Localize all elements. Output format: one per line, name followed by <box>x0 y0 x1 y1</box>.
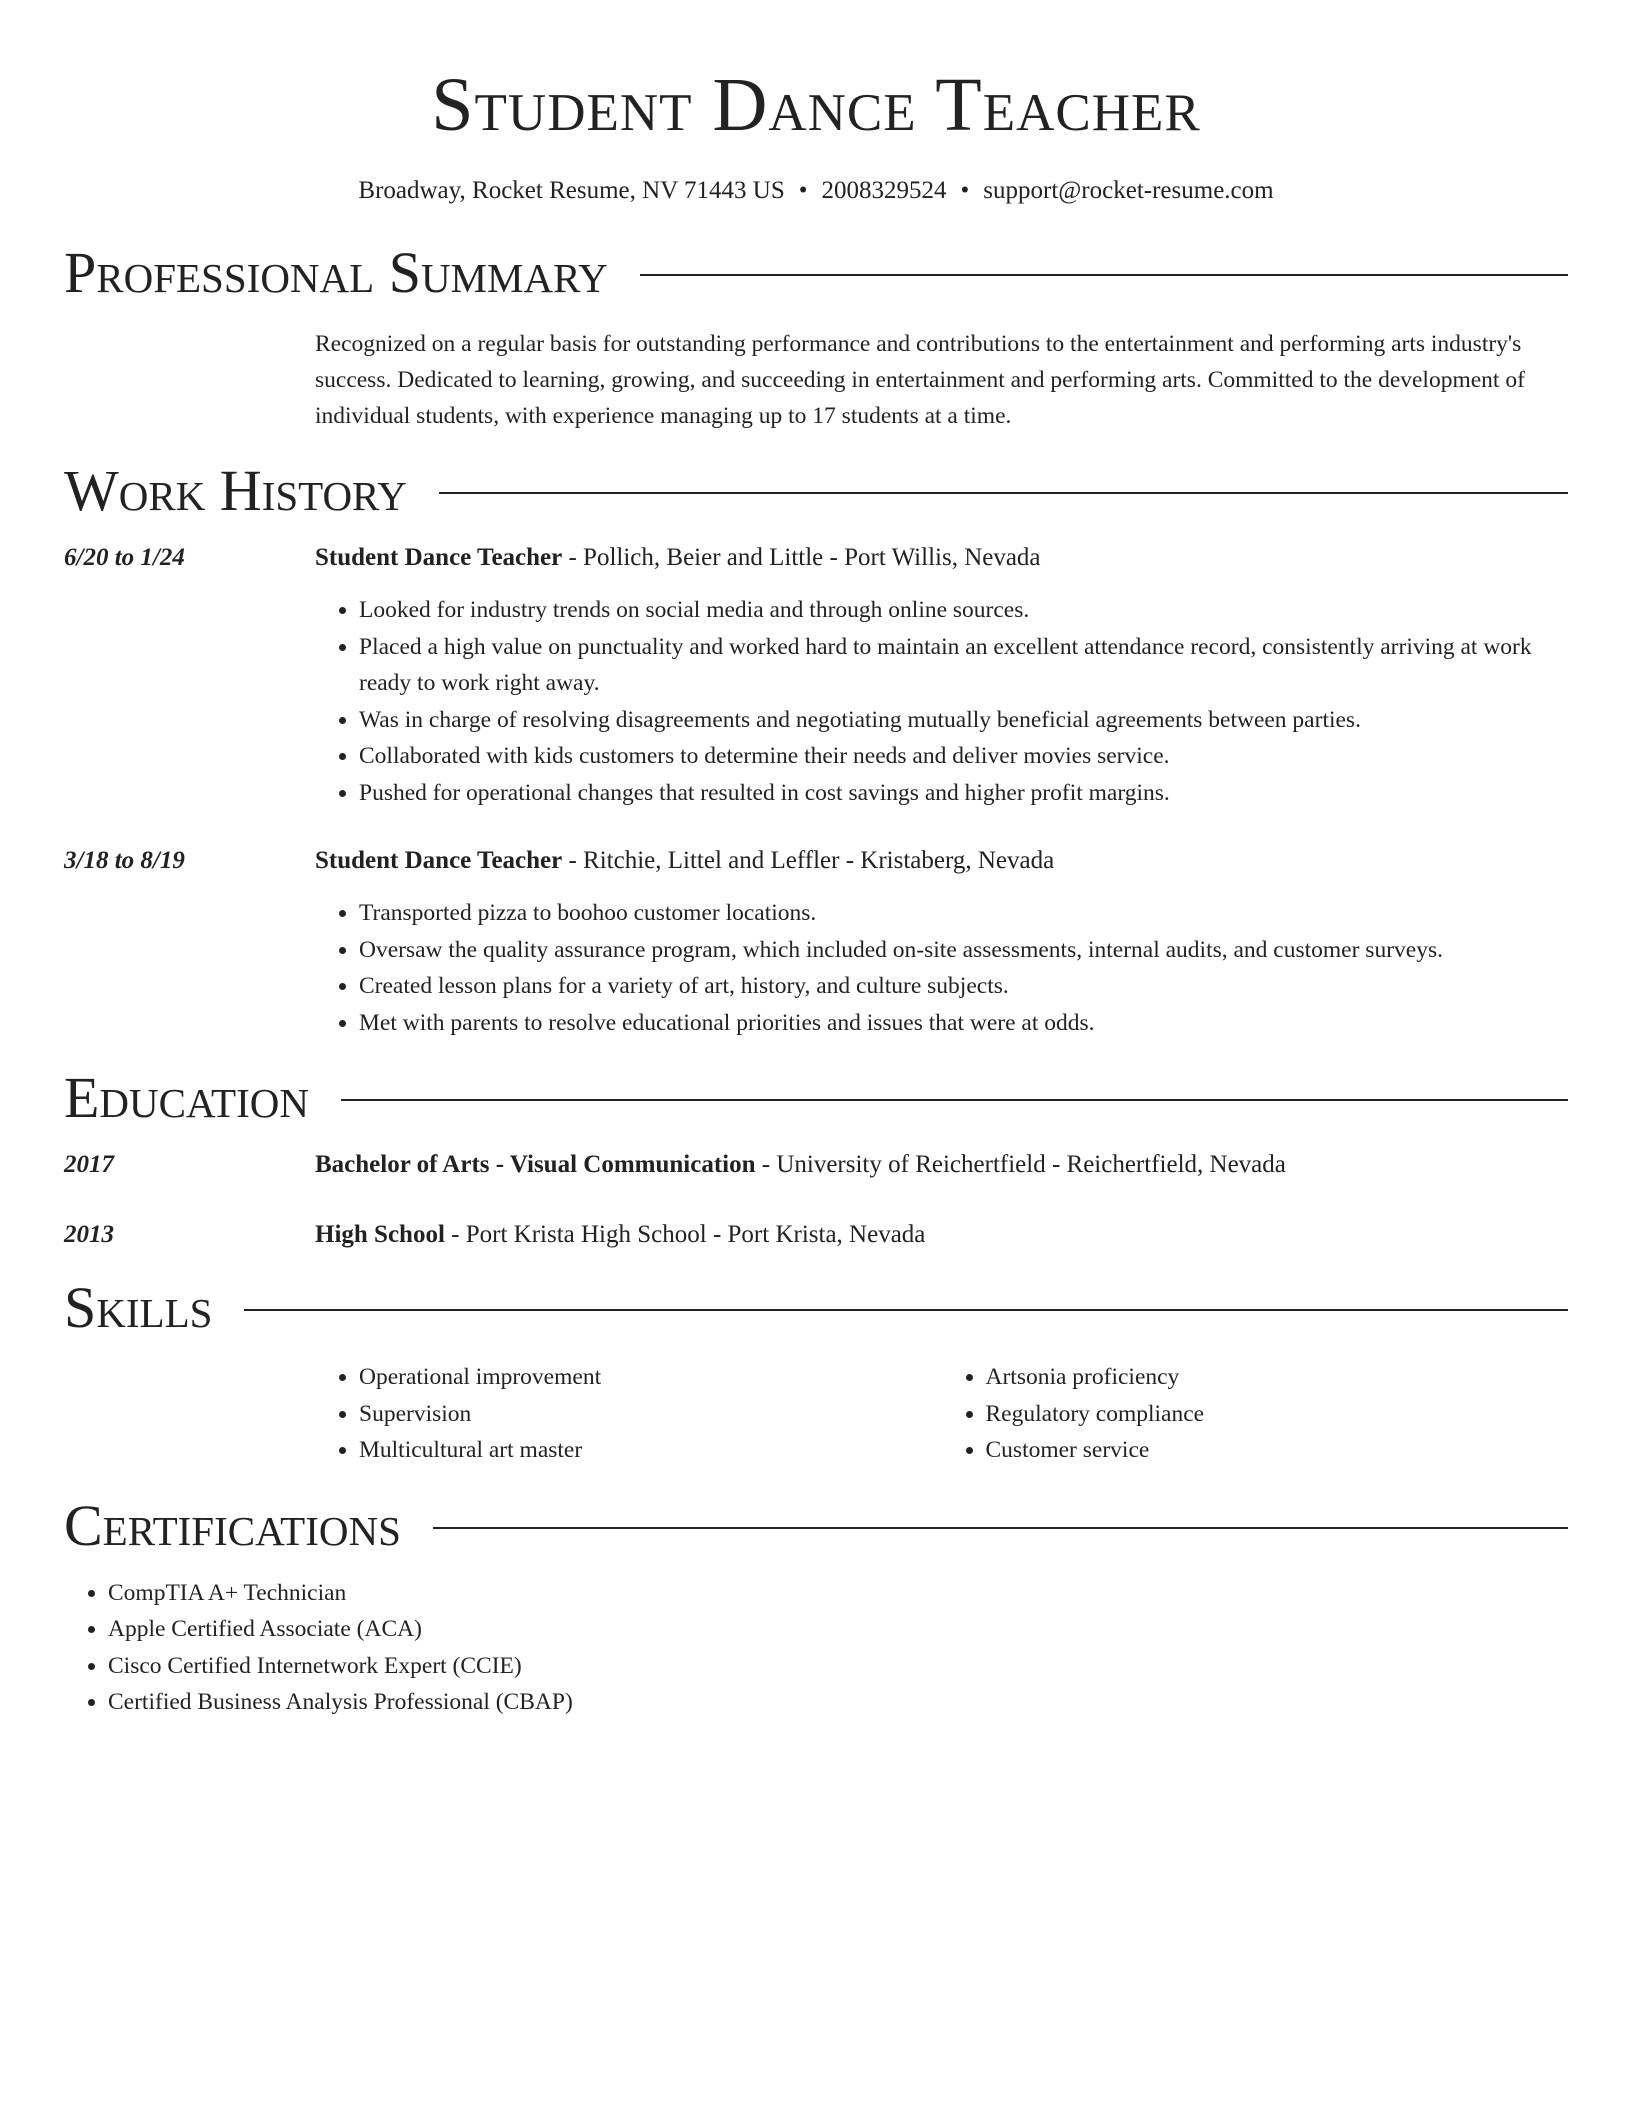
section-divider <box>244 1309 1568 1311</box>
contact-address: Broadway, Rocket Resume, NV 71443 US <box>358 177 785 204</box>
work-dates: 6/20 to 1/24 <box>64 544 185 571</box>
work-bullet: • Looked for industry trends on social media and through online sources. <box>359 592 1568 629</box>
skill-item: • Multicultural art master <box>359 1432 942 1469</box>
work-title-line <box>315 542 1568 574</box>
work-bullet: • Created lesson plans for a variety of art, history, and culture subjects. <box>359 968 1568 1005</box>
work-entry <box>64 542 1568 811</box>
section-divider <box>341 1099 1568 1101</box>
education-title-line <box>315 1149 1568 1181</box>
certification-item: • Cisco Certified Internetwork Expert (CCIE) <box>108 1648 1568 1685</box>
section-divider <box>433 1527 1568 1529</box>
contact-separator: • <box>798 177 808 204</box>
work-title-line <box>315 845 1568 877</box>
skill-item: • Customer service <box>986 1432 1569 1469</box>
work-bullet: • Oversaw the quality assurance program, which included on-site assessments, internal audits, and customer surveys. <box>359 932 1568 969</box>
education-heading: Education <box>64 1065 309 1130</box>
education-entry <box>64 1219 1568 1251</box>
resume-page <box>64 0 1568 1721</box>
certifications-section-header <box>64 1492 1568 1558</box>
contact-phone: 2008329524 <box>821 177 947 204</box>
section-divider <box>640 274 1568 276</box>
education-title-line <box>315 1219 1568 1251</box>
certification-item: • Certified Business Analysis Professional (CBAP) <box>108 1684 1568 1721</box>
skill-item: • Artsonia proficiency <box>986 1359 1569 1396</box>
resume-name: Student Dance Teacher <box>431 63 1201 147</box>
work-bullet: • Pushed for operational changes that resulted in cost savings and higher profit margins. <box>359 775 1568 812</box>
work-heading: Work History <box>64 458 407 523</box>
work-bullets <box>315 895 1568 1041</box>
work-section-header <box>64 460 1568 522</box>
education-year: 2013 <box>64 1221 114 1248</box>
education-entry <box>64 1149 1568 1181</box>
summary-text: Recognized on a regular basis for outstanding performance and contributions to the entertainment and performing arts industry's success. Dedicated to learning, growing, and succeeding in entertainment and performing arts. Committed to the development of individual students, with experience managing up to 17 students at a time. <box>315 331 1525 429</box>
contact-line <box>64 176 1568 206</box>
work-dates: 3/18 to 8/19 <box>64 847 185 874</box>
skills-column-left <box>315 1359 942 1469</box>
education-year: 2017 <box>64 1151 114 1178</box>
section-divider <box>439 492 1568 494</box>
skills-heading: Skills <box>64 1275 213 1340</box>
work-entry <box>64 845 1568 1041</box>
skill-item: • Operational improvement <box>359 1359 942 1396</box>
skill-item: • Regulatory compliance <box>986 1396 1569 1433</box>
job-details: - Pollich, Beier and Little - Port Willis, Nevada <box>562 544 1041 571</box>
job-title: Student Dance Teacher <box>315 544 563 571</box>
summary-section-header <box>64 242 1568 304</box>
certification-item: • CompTIA A+ Technician <box>108 1575 1568 1612</box>
education-details: - University of Reichertfield - Reichertfield, Nevada <box>755 1151 1286 1178</box>
job-details: - Ritchie, Littel and Leffler - Kristaberg, Nevada <box>562 847 1055 874</box>
skills-list <box>315 1359 1568 1469</box>
skill-item: • Supervision <box>359 1396 942 1433</box>
skills-section-header <box>64 1277 1568 1339</box>
work-bullet: • Transported pizza to boohoo customer locations. <box>359 895 1568 932</box>
certifications-heading: Certifications <box>64 1492 401 1558</box>
work-bullet: • Met with parents to resolve educational priorities and issues that were at odds. <box>359 1005 1568 1042</box>
certification-item: • Apple Certified Associate (ACA) <box>108 1611 1568 1648</box>
work-bullets <box>315 592 1568 811</box>
contact-email: support@rocket-resume.com <box>983 177 1274 204</box>
skills-column-right <box>942 1359 1569 1469</box>
certifications-list <box>64 1575 1568 1721</box>
work-bullet: • Was in charge of resolving disagreements and negotiating mutually beneficial agreements between parties. <box>359 702 1568 739</box>
work-bullet: • Collaborated with kids customers to determine their needs and deliver movies service. <box>359 738 1568 775</box>
degree: High School <box>315 1221 445 1248</box>
degree: Bachelor of Arts - Visual Communication <box>315 1151 756 1178</box>
job-title: Student Dance Teacher <box>315 847 563 874</box>
contact-separator: • <box>960 177 970 204</box>
education-section-header <box>64 1067 1568 1129</box>
work-bullet: • Placed a high value on punctuality and worked hard to maintain an excellent attendance record, consistently arriving at work ready to work right away. <box>359 629 1568 702</box>
summary-heading: Professional Summary <box>64 240 608 305</box>
education-details: - Port Krista High School - Port Krista, Nevada <box>444 1221 926 1248</box>
